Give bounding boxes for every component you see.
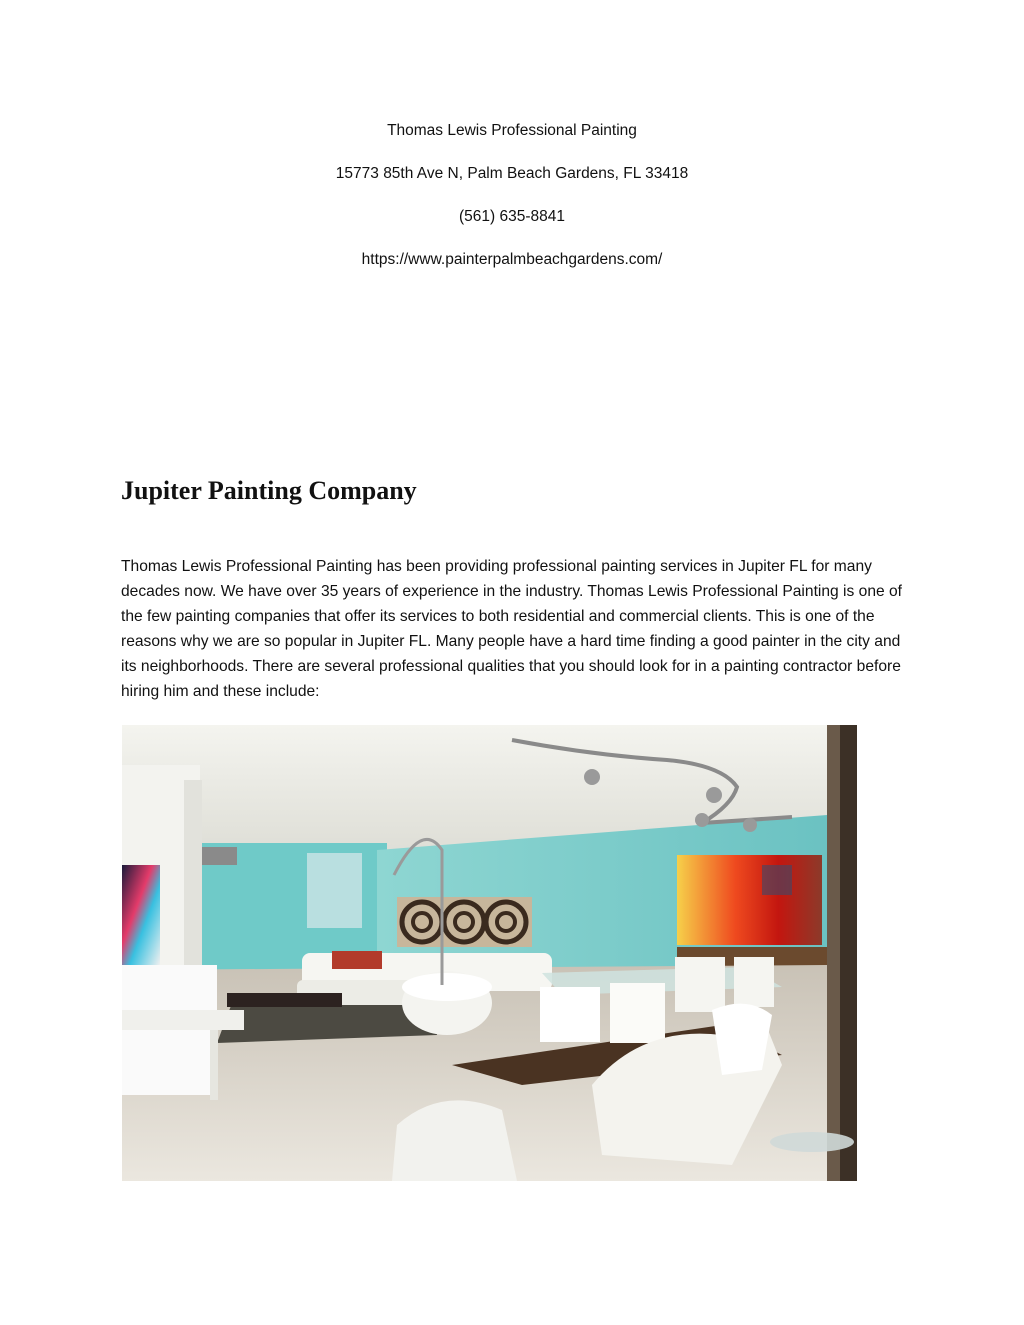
company-address: 15773 85th Ave N, Palm Beach Gardens, FL 33418 bbox=[335, 165, 689, 182]
body-paragraph: Thomas Lewis Professional Painting has been providing professional painting services in Jupiter FL for many decades now. We have over 35 years of experience in the industry. Thomas Lewis Professional Painting is one of the few painting companies that offer its services to both residential and commercial clients. This is one of the reasons why we are so popular in Jupiter FL. Many people have a hard time finding a good painter in the city and its neighborhoods. There are several professional qualities that you should look for in a painting contractor before hiring him and these include: bbox=[121, 558, 902, 700]
company-phone: (561) 635-8841 bbox=[459, 208, 565, 225]
company-url[interactable]: https://www.painterpalmbeachgardens.com/ bbox=[361, 251, 663, 268]
page-title: Jupiter Painting Company bbox=[121, 476, 417, 505]
company-name: Thomas Lewis Professional Painting bbox=[387, 122, 637, 139]
living-room-photo bbox=[122, 725, 857, 1181]
